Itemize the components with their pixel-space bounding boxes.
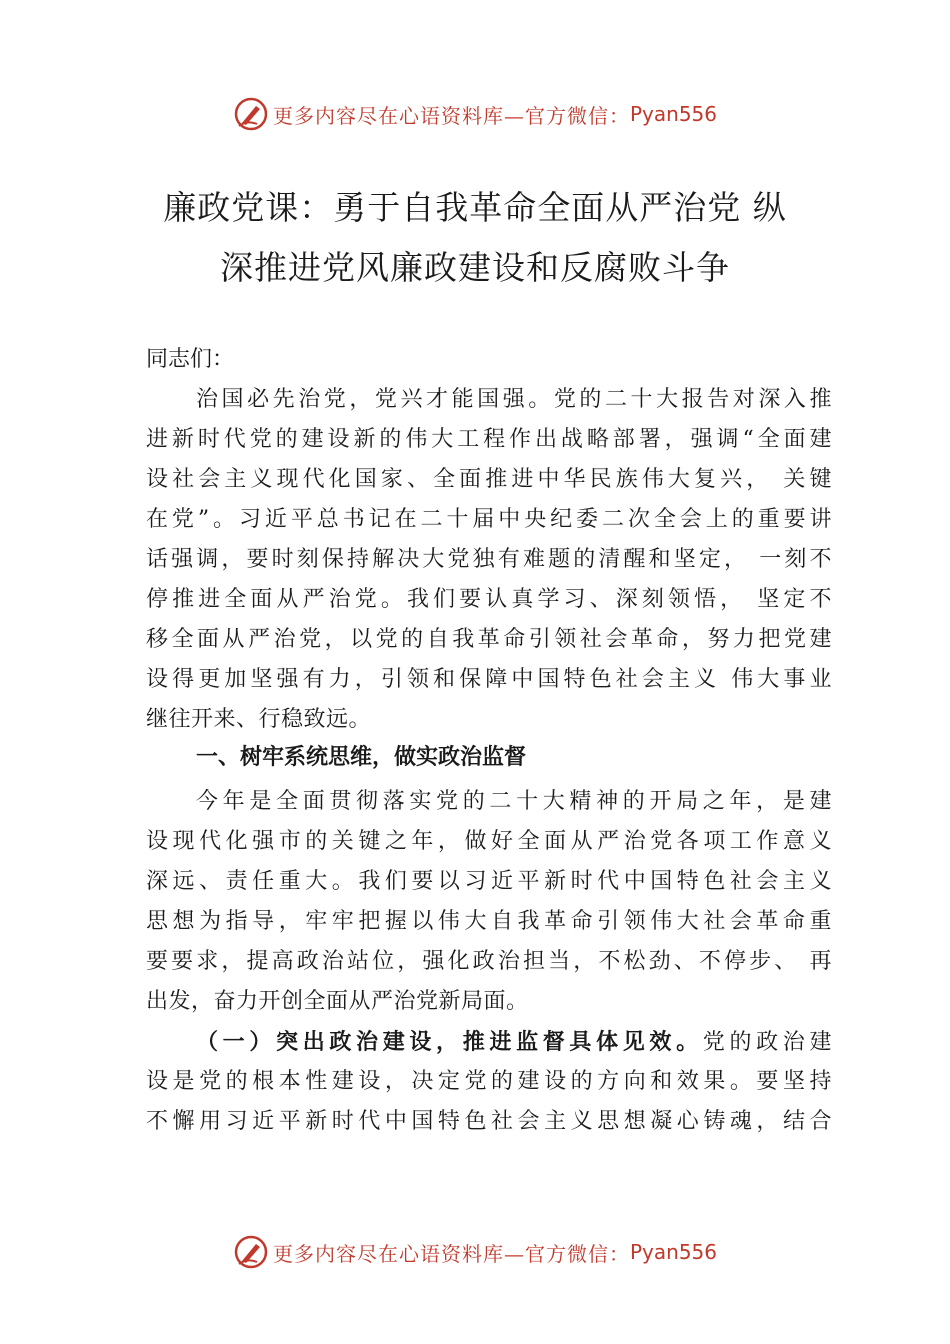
body-line: 出发，奋力开创全面从严治党新局面。 xyxy=(146,989,529,1014)
watermark-text: 更多内容尽在心语资料库—官方微信： xyxy=(272,1241,630,1266)
body-line: 设得更加坚强有力，引领和保障中国特色社会主义 伟大事业 xyxy=(146,667,832,692)
body-line: 今年是全面贯彻落实党的二十大精神的开局之年，是建 xyxy=(196,789,832,814)
pen-logo-icon xyxy=(233,96,269,132)
body-line: 停推进全面从严治党。我们要认真学习、深刻领悟， 坚定不 xyxy=(146,587,832,612)
body-line: 移全面从严治党，以党的自我革命引领社会革命，努力把党建 xyxy=(146,627,832,652)
salutation: 同志们： xyxy=(146,347,235,372)
watermark-wechat-id: Pyan556 xyxy=(629,1240,717,1264)
subsection-text: 党的政治建 xyxy=(702,1030,832,1055)
body-line: 进新时代党的建设新的伟大工程作出战略部署，强调“全面建 xyxy=(146,427,832,452)
pen-logo-icon xyxy=(233,1234,269,1270)
subsection-heading: （一）突出政治建设，推进监督具体见效。 xyxy=(196,1029,703,1055)
body-line: 设是党的根本性建设，决定党的建设的方向和效果。要坚持 xyxy=(146,1069,832,1094)
watermark-banner-bottom xyxy=(0,1232,950,1272)
body-line: 思想为指导，牢牢把握以伟大自我革命引领伟大社会革命重 xyxy=(146,909,832,934)
watermark-text: 更多内容尽在心语资料库—官方微信： xyxy=(272,103,630,128)
body-line: 不懈用习近平新时代中国特色社会主义思想凝心铸魂，结合 xyxy=(146,1109,832,1134)
body-line: 设社会主义现代化国家、全面推进中华民族伟大复兴， 关键 xyxy=(146,467,832,492)
document-title-line-2: 深推进党风廉政建设和反腐败斗争 xyxy=(220,248,730,287)
body-line: 继往开来、行稳致远。 xyxy=(146,707,372,732)
subsection-line xyxy=(146,1022,832,1062)
body-line: 深远、责任重大。我们要以习近平新时代中国特色社会主义 xyxy=(146,869,832,894)
document-title-line-1: 廉政党课：勇于自我革命全面从严治党 纵 xyxy=(163,188,787,227)
body-line: 要要求，提高政治站位，强化政治担当，不松劲、不停步、 再 xyxy=(146,949,832,974)
watermark-banner-top xyxy=(0,94,950,134)
body-line: 设现代化强市的关键之年，做好全面从严治党各项工作意义 xyxy=(146,829,832,854)
watermark-wechat-id: Pyan556 xyxy=(629,102,717,126)
body-line: 话强调，要时刻保持解决大党独有难题的清醒和坚定， 一刻不 xyxy=(146,547,832,572)
body-line: 在党”。习近平总书记在二十届中央纪委二次全会上的重要讲 xyxy=(146,507,832,532)
section-heading: 一、树牢系统思维，做实政治监督 xyxy=(196,745,527,770)
body-line: 治国必先治党，党兴才能国强。党的二十大报告对深入推 xyxy=(196,387,832,412)
